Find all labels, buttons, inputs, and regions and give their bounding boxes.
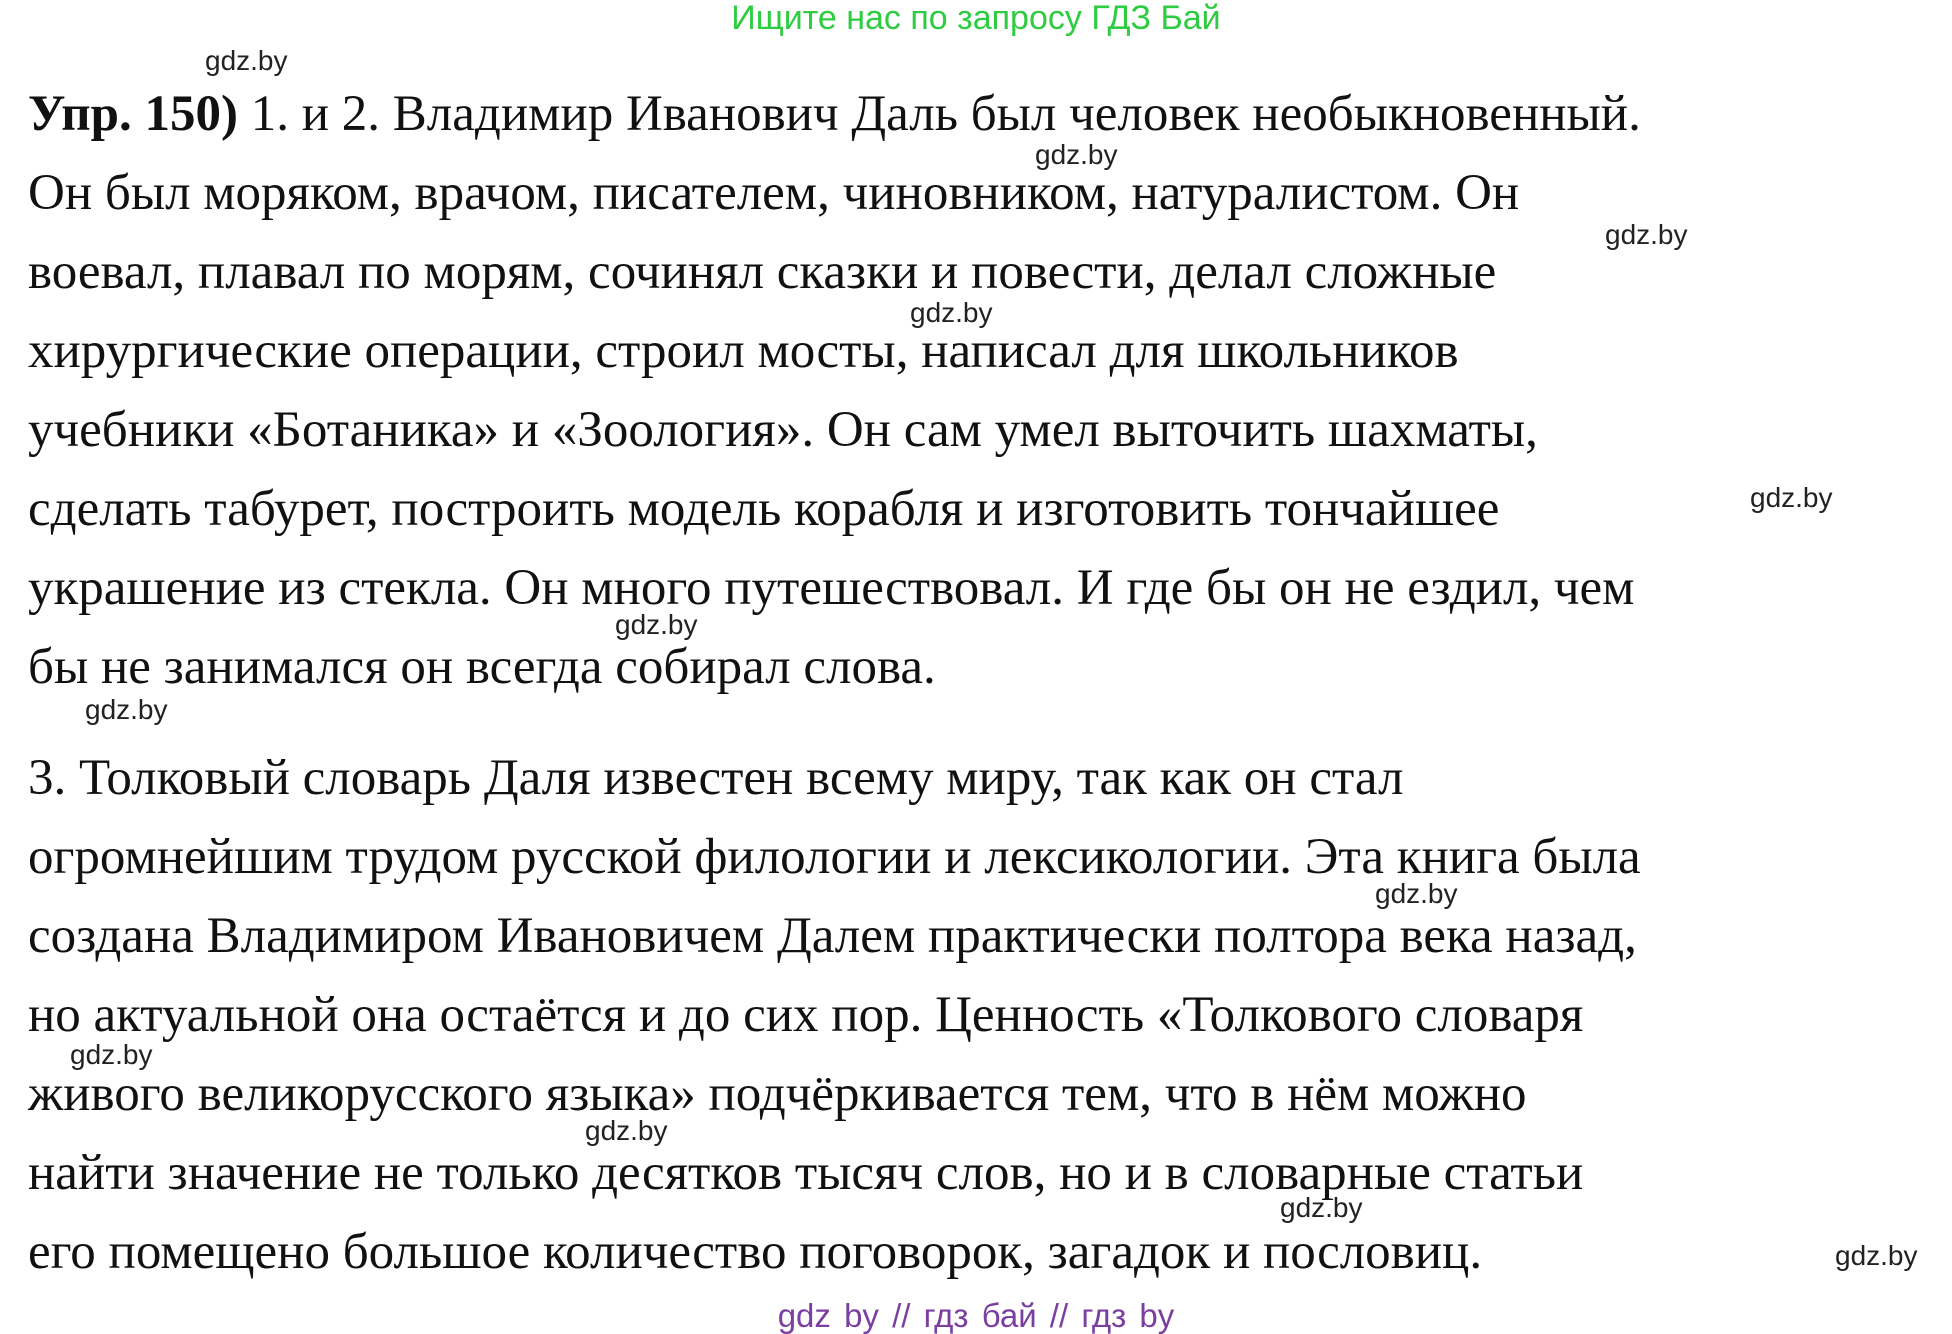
exercise-label: Упр. 150) — [28, 86, 238, 142]
watermark: gdz.by — [1375, 878, 1458, 909]
watermark: gdz.by — [1035, 139, 1118, 170]
text-line-6: сделать табурет, построить модель корабля и изготовить тончайшее — [28, 481, 1500, 537]
text-line-11: создана Владимиром Ивановичем Далем практически полтора века назад, — [28, 908, 1637, 964]
text-line-12: но актуальной она остаётся и до сих пор. Ценность «Толкового словаря — [28, 987, 1584, 1043]
footer-sitename: gdz by // гдз бай // гдз by — [777, 1297, 1175, 1334]
text-line-2: Он был моряком, врачом, писателем, чиновником, натуралистом. Он — [28, 165, 1520, 221]
watermark: gdz.by — [1605, 219, 1688, 250]
watermark: gdz.by — [1750, 482, 1833, 513]
text-line-13: живого великорусского языка» подчёркивается тем, что в нём можно — [28, 1066, 1527, 1122]
text-line-9: 3. Толковый словарь Даля известен всему миру, так как он стал — [28, 750, 1404, 806]
text-line-7: украшение из стекла. Он много путешествовал. И где бы он не ездил, чем — [28, 560, 1635, 616]
text-line-1: Упр. 150) 1. и 2. Владимир Иванович Даль был человек необыкновенный. — [28, 86, 1641, 142]
watermark: gdz.by — [1835, 1240, 1918, 1271]
text-line-8: бы не занимался он всегда собирал слова. — [28, 639, 936, 695]
watermark: gdz.by — [585, 1115, 668, 1146]
watermark: gdz.by — [615, 609, 698, 640]
text-line-4: хирургические операции, строил мосты, написал для школьников — [28, 323, 1459, 379]
search-hint-banner: Ищите нас по запросу ГДЗ Бай — [731, 0, 1221, 37]
watermark: gdz.by — [85, 694, 168, 725]
text-line-3: воевал, плавал по морям, сочинял сказки и повести, делал сложные — [28, 244, 1497, 300]
text-line-15: его помещено большое количество поговорок, загадок и пословиц. — [28, 1224, 1483, 1280]
text-line-10: огромнейшим трудом русской филологии и лексикологии. Эта книга была — [28, 829, 1641, 885]
watermark: gdz.by — [205, 45, 288, 76]
text-line-14: найти значение не только десятков тысяч слов, но и в словарные статьи — [28, 1145, 1584, 1201]
watermark: gdz.by — [910, 297, 993, 328]
watermark: gdz.by — [1280, 1192, 1363, 1223]
text-line-5: учебники «Ботаника» и «Зоология». Он сам умел выточить шахматы, — [28, 402, 1538, 458]
watermark: gdz.by — [70, 1039, 153, 1070]
